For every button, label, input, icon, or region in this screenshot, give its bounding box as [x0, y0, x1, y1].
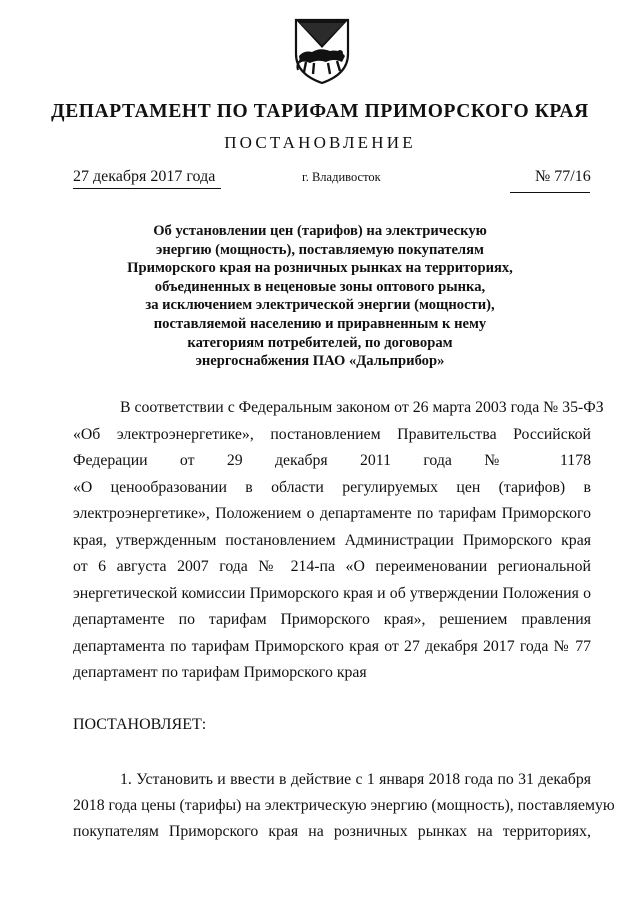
document-type-title: ПОСТАНОВЛЕНИЕ	[224, 133, 416, 152]
item-line: 2018 года цены (тарифы) на электрическую энергию (мощность), поставляемую	[73, 797, 615, 814]
preamble-line: «Об электроэнергетике», постановлением Правительства Российской	[73, 425, 591, 443]
subject-line: поставляемой населению и приравненным к нему	[153, 315, 487, 332]
document-city: г. Владивосток	[302, 170, 381, 184]
preamble-line: края, утвержденным постановлением Администрации Приморского края	[73, 531, 591, 549]
subject-line: объединенных в неценовые зоны оптового рынка,	[154, 278, 486, 295]
subject-line: энергию (мощность), поставляемую покупателям	[156, 241, 484, 258]
coat-of-arms-emblem	[290, 16, 354, 86]
preamble-paragraph	[73, 395, 604, 687]
preamble-line: В соответствии с Федеральным законом от 26 марта 2003 года № 35-ФЗ	[120, 399, 604, 416]
document-number: № 77/16	[535, 168, 591, 185]
item-1-paragraph	[73, 767, 615, 845]
item-line: 1. Установить и ввести в действие с 1 января 2018 года по 31 декабря	[120, 771, 591, 788]
subject-line: Приморского края на розничных рынках на территориях,	[127, 260, 513, 277]
date-underline	[73, 188, 221, 189]
preamble-line: «О ценообразовании в области регулируемых цен (тарифов) в	[73, 478, 591, 496]
preamble-line: департамента по тарифам Приморского края от 27 декабря 2017 года № 77	[73, 637, 591, 655]
preamble-line: энергетической комиссии Приморского края и об утверждении Положения о	[73, 584, 591, 602]
subject-line: категориям потребителей, по договорам	[187, 334, 453, 351]
department-title: ДЕПАРТАМЕНТ ПО ТАРИФАМ ПРИМОРСКОГО КРАЯ	[51, 101, 589, 122]
subject-line: за исключением электрической энергии (мощности),	[145, 297, 495, 314]
subject-line: энергоснабжения ПАО «Дальприбор»	[195, 353, 445, 370]
document-subject	[90, 222, 550, 371]
preamble-line: электроэнергетике», Положением о департаменте по тарифам Приморского	[73, 505, 591, 522]
preamble-line: от 6 августа 2007 года № 214-па «О переименовании региональной	[73, 558, 591, 575]
resolves-heading: ПОСТАНОВЛЯЕТ:	[73, 716, 207, 733]
preamble-line: департамент по тарифам Приморского края	[73, 664, 367, 681]
number-underline	[510, 192, 590, 193]
preamble-line: Федерации от 29 декабря 2011 года № 1178	[73, 452, 591, 469]
subject-line: Об установлении цен (тарифов) на электрическую	[153, 223, 487, 239]
document-date: 27 декабря 2017 года	[73, 168, 216, 185]
preamble-line: департаменте по тарифам Приморского края», решением правления	[73, 611, 591, 628]
item-line: покупателям Приморского края на розничных рынках на территориях,	[73, 823, 591, 840]
